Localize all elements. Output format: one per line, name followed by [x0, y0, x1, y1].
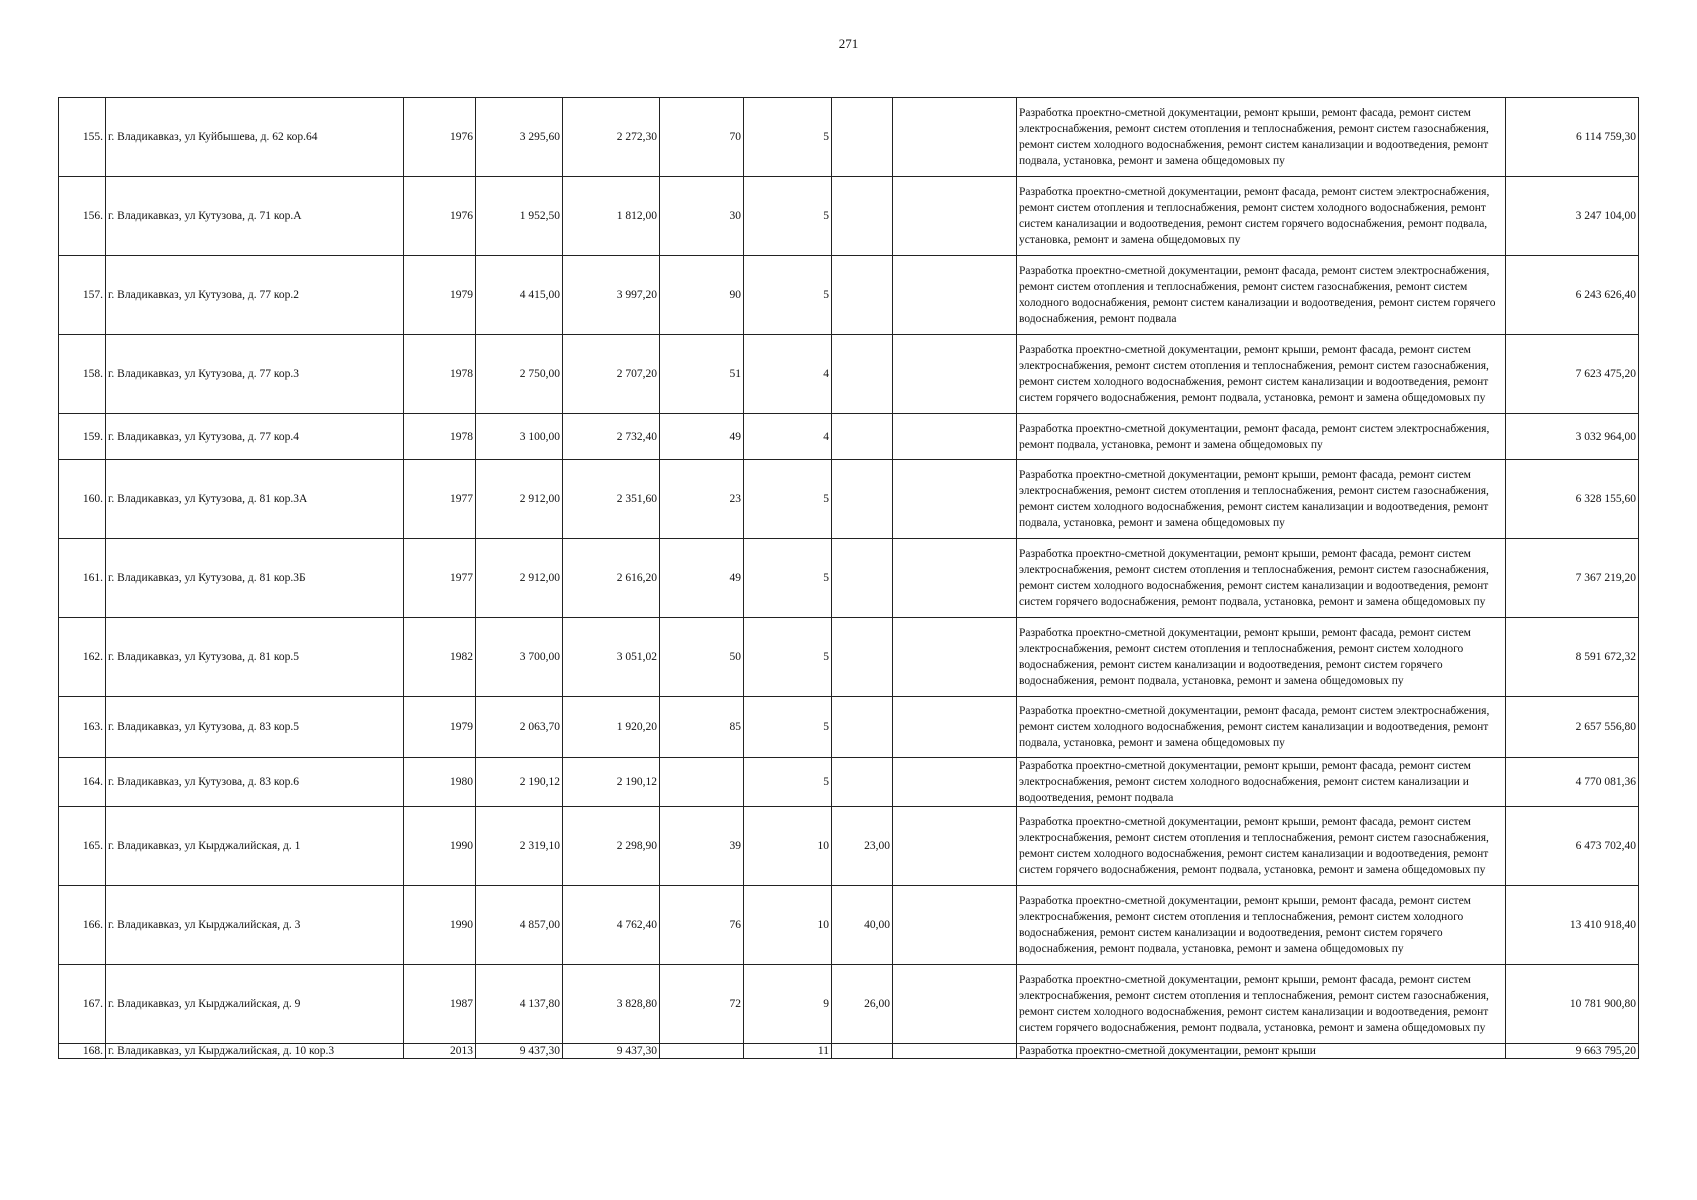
floors-cell: 5: [744, 98, 832, 177]
row-index: 161.: [59, 539, 106, 618]
empty-cell: [893, 758, 1017, 807]
living-area-cell: 1 812,00: [563, 177, 660, 256]
address-cell: г. Владикавказ, ул Куйбышева, д. 62 кор.64: [106, 98, 404, 177]
empty-cell: [893, 697, 1017, 758]
row-index: 158.: [59, 335, 106, 414]
year-cell: 1987: [404, 965, 476, 1044]
year-cell: 1976: [404, 177, 476, 256]
floors-cell: 10: [744, 807, 832, 886]
extra-cell: 23,00: [832, 807, 893, 886]
address-cell: г. Владикавказ, ул Кутузова, д. 81 кор.5: [106, 618, 404, 697]
cost-cell: 9 663 795,20: [1506, 1044, 1639, 1059]
address-cell: г. Владикавказ, ул Кутузова, д. 81 кор.3А: [106, 460, 404, 539]
total-area-cell: 1 952,50: [476, 177, 563, 256]
empty-cell: [893, 414, 1017, 460]
works-cell: Разработка проектно-сметной документации, ремонт крыши, ремонт фасада, ремонт систем электроснабжения, ремонт систем холодного водоснабжения, ремонт систем канализации и водоотведения, ремонт подвала: [1017, 758, 1506, 807]
living-area-cell: 4 762,40: [563, 886, 660, 965]
year-cell: 1990: [404, 807, 476, 886]
floors-cell: 9: [744, 965, 832, 1044]
works-cell: Разработка проектно-сметной документации, ремонт крыши, ремонт фасада, ремонт систем электроснабжения, ремонт систем отопления и теплоснабжения, ремонт систем газоснабжения, ремонт систем холодного водоснабжения, ремонт систем канализации и водоотведения, ремонт подвала, установка, ремонт и замена общедомовых пу: [1017, 460, 1506, 539]
address-cell: г. Владикавказ, ул Кутузова, д. 81 кор.3Б: [106, 539, 404, 618]
floors-cell: 5: [744, 618, 832, 697]
residents-cell: 72: [660, 965, 744, 1044]
empty-cell: [893, 618, 1017, 697]
table-row: [59, 1044, 1639, 1059]
cost-cell: 3 247 104,00: [1506, 177, 1639, 256]
floors-cell: 4: [744, 335, 832, 414]
floors-cell: 5: [744, 177, 832, 256]
table-row: [59, 414, 1639, 460]
residents-cell: 51: [660, 335, 744, 414]
residents-cell: [660, 758, 744, 807]
living-area-cell: 2 707,20: [563, 335, 660, 414]
extra-cell: [832, 697, 893, 758]
year-cell: 1990: [404, 886, 476, 965]
residents-cell: 23: [660, 460, 744, 539]
address-cell: г. Владикавказ, ул Кырджалийская, д. 3: [106, 886, 404, 965]
table-row: [59, 886, 1639, 965]
cost-cell: 7 623 475,20: [1506, 335, 1639, 414]
empty-cell: [893, 98, 1017, 177]
total-area-cell: 2 319,10: [476, 807, 563, 886]
empty-cell: [893, 335, 1017, 414]
address-cell: г. Владикавказ, ул Кырджалийская, д. 9: [106, 965, 404, 1044]
works-cell: Разработка проектно-сметной документации, ремонт крыши, ремонт фасада, ремонт систем электроснабжения, ремонт систем отопления и теплоснабжения, ремонт систем холодного водоснабжения, ремонт систем канализации и водоотведения, ремонт систем горячего водоснабжения, ремонт подвала, установка, ремонт и замена общедомовых пу: [1017, 618, 1506, 697]
residents-cell: 90: [660, 256, 744, 335]
cost-cell: 6 473 702,40: [1506, 807, 1639, 886]
living-area-cell: 3 828,80: [563, 965, 660, 1044]
year-cell: 1978: [404, 414, 476, 460]
cost-cell: 4 770 081,36: [1506, 758, 1639, 807]
living-area-cell: 3 997,20: [563, 256, 660, 335]
page-number: 271: [838, 36, 859, 51]
row-index: 160.: [59, 460, 106, 539]
total-area-cell: 9 437,30: [476, 1044, 563, 1059]
address-cell: г. Владикавказ, ул Кутузова, д. 77 кор.4: [106, 414, 404, 460]
total-area-cell: 4 415,00: [476, 256, 563, 335]
row-index: 162.: [59, 618, 106, 697]
extra-cell: [832, 414, 893, 460]
works-cell: Разработка проектно-сметной документации, ремонт крыши, ремонт фасада, ремонт систем электроснабжения, ремонт систем отопления и теплоснабжения, ремонт систем газоснабжения, ремонт систем холодного водоснабжения, ремонт систем канализации и водоотведения, ремонт систем горячего водоснабжения, ремонт подвала, установка, ремонт и замена общедомовых пу: [1017, 807, 1506, 886]
residents-cell: 49: [660, 539, 744, 618]
total-area-cell: 2 063,70: [476, 697, 563, 758]
living-area-cell: 2 732,40: [563, 414, 660, 460]
table-row: [59, 460, 1639, 539]
table-row: [59, 618, 1639, 697]
extra-cell: 26,00: [832, 965, 893, 1044]
floors-cell: 5: [744, 256, 832, 335]
extra-cell: [832, 758, 893, 807]
row-index: 155.: [59, 98, 106, 177]
cost-cell: 6 114 759,30: [1506, 98, 1639, 177]
cost-cell: 7 367 219,20: [1506, 539, 1639, 618]
living-area-cell: 9 437,30: [563, 1044, 660, 1059]
year-cell: 1979: [404, 697, 476, 758]
table-row: [59, 807, 1639, 886]
cost-cell: 3 032 964,00: [1506, 414, 1639, 460]
row-index: 168.: [59, 1044, 106, 1059]
table-row: [59, 965, 1639, 1044]
table-row: [59, 98, 1639, 177]
extra-cell: [832, 256, 893, 335]
address-cell: г. Владикавказ, ул Кутузова, д. 77 кор.3: [106, 335, 404, 414]
empty-cell: [893, 460, 1017, 539]
total-area-cell: 2 750,00: [476, 335, 563, 414]
row-index: 157.: [59, 256, 106, 335]
year-cell: 1980: [404, 758, 476, 807]
residents-cell: 76: [660, 886, 744, 965]
living-area-cell: 3 051,02: [563, 618, 660, 697]
residents-cell: 50: [660, 618, 744, 697]
year-cell: 1977: [404, 539, 476, 618]
row-index: 156.: [59, 177, 106, 256]
address-cell: г. Владикавказ, ул Кырджалийская, д. 1: [106, 807, 404, 886]
address-cell: г. Владикавказ, ул Кырджалийская, д. 10 кор.3: [106, 1044, 404, 1059]
floors-cell: 5: [744, 539, 832, 618]
empty-cell: [893, 539, 1017, 618]
total-area-cell: 3 100,00: [476, 414, 563, 460]
living-area-cell: 2 616,20: [563, 539, 660, 618]
extra-cell: [832, 618, 893, 697]
cost-cell: 6 328 155,60: [1506, 460, 1639, 539]
address-cell: г. Владикавказ, ул Кутузова, д. 71 кор.А: [106, 177, 404, 256]
residents-cell: 39: [660, 807, 744, 886]
works-cell: Разработка проектно-сметной документации, ремонт крыши, ремонт фасада, ремонт систем электроснабжения, ремонт систем отопления и теплоснабжения, ремонт систем газоснабжения, ремонт систем холодного водоснабжения, ремонт систем канализации и водоотведения, ремонт систем горячего водоснабжения, ремонт подвала, установка, ремонт и замена общедомовых пу: [1017, 539, 1506, 618]
year-cell: 1977: [404, 460, 476, 539]
cost-cell: 8 591 672,32: [1506, 618, 1639, 697]
floors-cell: 11: [744, 1044, 832, 1059]
total-area-cell: 2 190,12: [476, 758, 563, 807]
works-cell: Разработка проектно-сметной документации, ремонт крыши, ремонт фасада, ремонт систем электроснабжения, ремонт систем отопления и теплоснабжения, ремонт систем газоснабжения, ремонт систем холодного водоснабжения, ремонт систем канализации и водоотведения, ремонт систем горячего водоснабжения, ремонт подвала, установка, ремонт и замена общедомовых пу: [1017, 965, 1506, 1044]
floors-cell: 4: [744, 414, 832, 460]
table-row: [59, 177, 1639, 256]
row-index: 165.: [59, 807, 106, 886]
total-area-cell: 2 912,00: [476, 539, 563, 618]
works-cell: Разработка проектно-сметной документации, ремонт крыши, ремонт фасада, ремонт систем электроснабжения, ремонт систем отопления и теплоснабжения, ремонт систем газоснабжения, ремонт систем холодного водоснабжения, ремонт систем канализации и водоотведения, ремонт подвала, установка, ремонт и замена общедомовых пу: [1017, 98, 1506, 177]
address-cell: г. Владикавказ, ул Кутузова, д. 77 кор.2: [106, 256, 404, 335]
extra-cell: [832, 1044, 893, 1059]
row-index: 163.: [59, 697, 106, 758]
address-cell: г. Владикавказ, ул Кутузова, д. 83 кор.5: [106, 697, 404, 758]
year-cell: 1982: [404, 618, 476, 697]
residents-cell: 30: [660, 177, 744, 256]
residents-cell: 70: [660, 98, 744, 177]
table-row: [59, 256, 1639, 335]
total-area-cell: 4 857,00: [476, 886, 563, 965]
table-row: [59, 539, 1639, 618]
floors-cell: 5: [744, 758, 832, 807]
works-cell: Разработка проектно-сметной документации, ремонт крыши, ремонт фасада, ремонт систем электроснабжения, ремонт систем отопления и теплоснабжения, ремонт систем газоснабжения, ремонт систем холодного водоснабжения, ремонт систем канализации и водоотведения, ремонт систем горячего водоснабжения, ремонт подвала, установка, ремонт и замена общедомовых пу: [1017, 335, 1506, 414]
year-cell: 1978: [404, 335, 476, 414]
row-index: 166.: [59, 886, 106, 965]
works-cell: Разработка проектно-сметной документации, ремонт фасада, ремонт систем электроснабжения, ремонт систем отопления и теплоснабжения, ремонт систем газоснабжения, ремонт систем холодного водоснабжения, ремонт систем канализации и водоотведения, ремонт систем горячего водоснабжения, ремонт подвала: [1017, 256, 1506, 335]
extra-cell: [832, 177, 893, 256]
row-index: 167.: [59, 965, 106, 1044]
cost-cell: 2 657 556,80: [1506, 697, 1639, 758]
extra-cell: [832, 460, 893, 539]
floors-cell: 5: [744, 697, 832, 758]
total-area-cell: 3 700,00: [476, 618, 563, 697]
table-row: [59, 335, 1639, 414]
empty-cell: [893, 256, 1017, 335]
empty-cell: [893, 886, 1017, 965]
residents-cell: 49: [660, 414, 744, 460]
living-area-cell: 2 298,90: [563, 807, 660, 886]
empty-cell: [893, 965, 1017, 1044]
total-area-cell: 3 295,60: [476, 98, 563, 177]
row-index: 164.: [59, 758, 106, 807]
empty-cell: [893, 807, 1017, 886]
cost-cell: 6 243 626,40: [1506, 256, 1639, 335]
housing-repair-table: [58, 97, 1639, 1059]
works-cell: Разработка проектно-сметной документации, ремонт фасада, ремонт систем электроснабжения, ремонт подвала, установка, ремонт и замена общедомовых пу: [1017, 414, 1506, 460]
year-cell: 1979: [404, 256, 476, 335]
extra-cell: [832, 539, 893, 618]
extra-cell: [832, 335, 893, 414]
empty-cell: [893, 1044, 1017, 1059]
table-row: [59, 697, 1639, 758]
extra-cell: [832, 98, 893, 177]
residents-cell: 85: [660, 697, 744, 758]
works-cell: Разработка проектно-сметной документации, ремонт фасада, ремонт систем электроснабжения, ремонт систем холодного водоснабжения, ремонт систем канализации и водоотведения, ремонт подвала, установка, ремонт и замена общедомовых пу: [1017, 697, 1506, 758]
extra-cell: 40,00: [832, 886, 893, 965]
cost-cell: 13 410 918,40: [1506, 886, 1639, 965]
table-row: [59, 758, 1639, 807]
floors-cell: 10: [744, 886, 832, 965]
living-area-cell: 1 920,20: [563, 697, 660, 758]
living-area-cell: 2 190,12: [563, 758, 660, 807]
address-cell: г. Владикавказ, ул Кутузова, д. 83 кор.6: [106, 758, 404, 807]
empty-cell: [893, 177, 1017, 256]
works-cell: Разработка проектно-сметной документации, ремонт крыши, ремонт фасада, ремонт систем электроснабжения, ремонт систем отопления и теплоснабжения, ремонт систем холодного водоснабжения, ремонт систем канализации и водоотведения, ремонт систем горячего водоснабжения, ремонт подвала, установка, ремонт и замена общедомовых пу: [1017, 886, 1506, 965]
works-cell: Разработка проектно-сметной документации, ремонт фасада, ремонт систем электроснабжения, ремонт систем отопления и теплоснабжения, ремонт систем холодного водоснабжения, ремонт систем канализации и водоотведения, ремонт систем горячего водоснабжения, ремонт подвала, установка, ремонт и замена общедомовых пу: [1017, 177, 1506, 256]
floors-cell: 5: [744, 460, 832, 539]
cost-cell: 10 781 900,80: [1506, 965, 1639, 1044]
row-index: 159.: [59, 414, 106, 460]
living-area-cell: 2 272,30: [563, 98, 660, 177]
year-cell: 1976: [404, 98, 476, 177]
total-area-cell: 2 912,00: [476, 460, 563, 539]
total-area-cell: 4 137,80: [476, 965, 563, 1044]
year-cell: 2013: [404, 1044, 476, 1059]
works-cell: Разработка проектно-сметной документации, ремонт крыши: [1017, 1044, 1506, 1059]
living-area-cell: 2 351,60: [563, 460, 660, 539]
residents-cell: [660, 1044, 744, 1059]
